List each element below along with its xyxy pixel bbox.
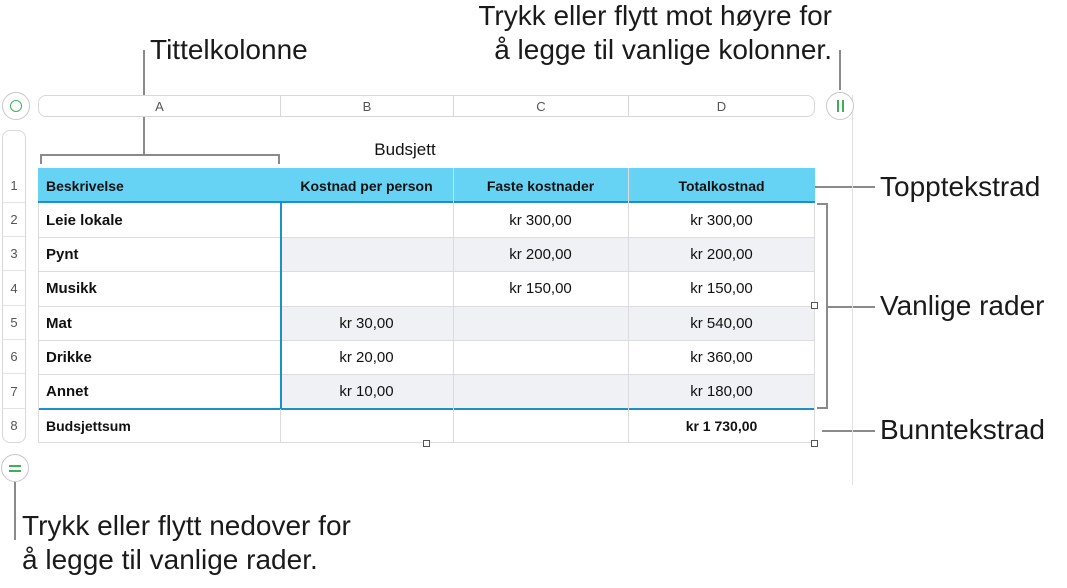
body-rows-bracket-bottom	[817, 407, 828, 409]
budget-table[interactable]	[38, 168, 815, 443]
body-rows-callout: Vanlige rader	[880, 290, 1045, 321]
footer-row-callout: Bunntekstrad	[880, 414, 1045, 445]
add-rows-handle[interactable]	[1, 454, 29, 482]
right-resize-handle[interactable]	[811, 302, 818, 309]
add-rows-callout-line1: Trykk eller flytt nedover for	[22, 510, 351, 541]
table-cell[interactable]	[453, 340, 628, 374]
table-cell[interactable]	[453, 306, 628, 340]
footer-cell[interactable]	[280, 409, 453, 443]
column-header-c[interactable]: C	[453, 95, 629, 117]
row-header-8[interactable]: 8	[2, 409, 26, 443]
corner-resize-handle[interactable]	[811, 440, 818, 447]
row-handle-icon	[9, 465, 21, 472]
footer-row-pointer	[822, 430, 875, 432]
table-cell[interactable]	[280, 203, 453, 237]
table-cell[interactable]: kr 540,00	[690, 314, 753, 332]
canvas-edge	[852, 95, 853, 485]
add-columns-handle[interactable]	[826, 92, 854, 120]
table-cell[interactable]: kr 360,00	[690, 348, 753, 366]
header-cell[interactable]: Faste kostnader	[486, 177, 595, 194]
row-title-cell[interactable]: Drikke	[46, 348, 92, 366]
table-cell[interactable]: kr 200,00	[509, 245, 572, 263]
select-table-handle[interactable]	[2, 92, 30, 120]
table-cell[interactable]: kr 200,00	[690, 245, 753, 263]
row-title-cell[interactable]: Mat	[46, 314, 72, 332]
circle-handle-icon	[10, 100, 22, 112]
table-cell[interactable]: kr 180,00	[690, 383, 753, 400]
footer-cell[interactable]: Budsjettsum	[46, 418, 131, 434]
row-title-cell[interactable]: Leie lokale	[46, 211, 123, 229]
table-cell[interactable]: kr 150,00	[509, 280, 572, 297]
add-rows-pointer	[14, 482, 16, 540]
column-header-b[interactable]: B	[280, 95, 454, 117]
header-row-pointer	[815, 186, 875, 188]
body-rows-bracket-top	[817, 203, 828, 205]
add-columns-callout-line2: å legge til vanlige kolonner.	[494, 34, 832, 65]
row-header-3[interactable]: 3	[2, 237, 26, 271]
column-header-a[interactable]: A	[38, 95, 281, 117]
row-header-4[interactable]: 4	[2, 271, 26, 306]
header-row-callout: Topptekstrad	[880, 171, 1041, 202]
table-cell[interactable]: kr 300,00	[690, 211, 753, 229]
row-header-top-cap	[2, 130, 26, 168]
table-cell[interactable]: kr 10,00	[339, 383, 394, 400]
row-header-1[interactable]: 1	[2, 168, 26, 203]
column-header-d[interactable]: D	[628, 95, 815, 117]
table-cell[interactable]: kr 150,00	[690, 280, 753, 297]
row-header-2[interactable]: 2	[2, 203, 26, 237]
table-cell[interactable]	[280, 237, 453, 271]
table-title[interactable]: Budsjett	[374, 140, 436, 159]
row-header-5[interactable]: 5	[2, 306, 26, 340]
table-cell[interactable]: kr 30,00	[339, 314, 394, 332]
title-column-bracket	[40, 154, 280, 156]
row-title-cell[interactable]: Annet	[46, 383, 89, 400]
header-cell[interactable]: Totalkostnad	[678, 177, 765, 194]
footer-cell[interactable]: kr 1 730,00	[685, 418, 758, 434]
footer-cell[interactable]	[453, 409, 628, 443]
header-cell[interactable]: Beskrivelse	[46, 177, 124, 194]
column-handle-icon	[837, 100, 844, 112]
row-title-cell[interactable]: Musikk	[46, 280, 97, 297]
add-columns-callout-line1: Trykk eller flytt mot høyre for	[478, 0, 832, 31]
row-title-cell[interactable]: Pynt	[46, 245, 79, 263]
header-cell[interactable]: Kostnad per person	[300, 177, 433, 194]
table-cell[interactable]: kr 300,00	[509, 211, 572, 229]
bottom-resize-handle[interactable]	[423, 440, 430, 447]
table-cell[interactable]	[280, 271, 453, 306]
title-column-bracket-left	[40, 154, 42, 164]
row-header-7[interactable]: 7	[2, 374, 26, 409]
add-rows-callout-line2: å legge til vanlige rader.	[22, 544, 318, 575]
table-cell[interactable]	[453, 374, 628, 409]
row-header-6[interactable]: 6	[2, 340, 26, 374]
title-column-callout: Tittelkolonne	[150, 34, 308, 65]
add-columns-pointer	[839, 50, 841, 90]
table-cell[interactable]: kr 20,00	[339, 348, 394, 366]
